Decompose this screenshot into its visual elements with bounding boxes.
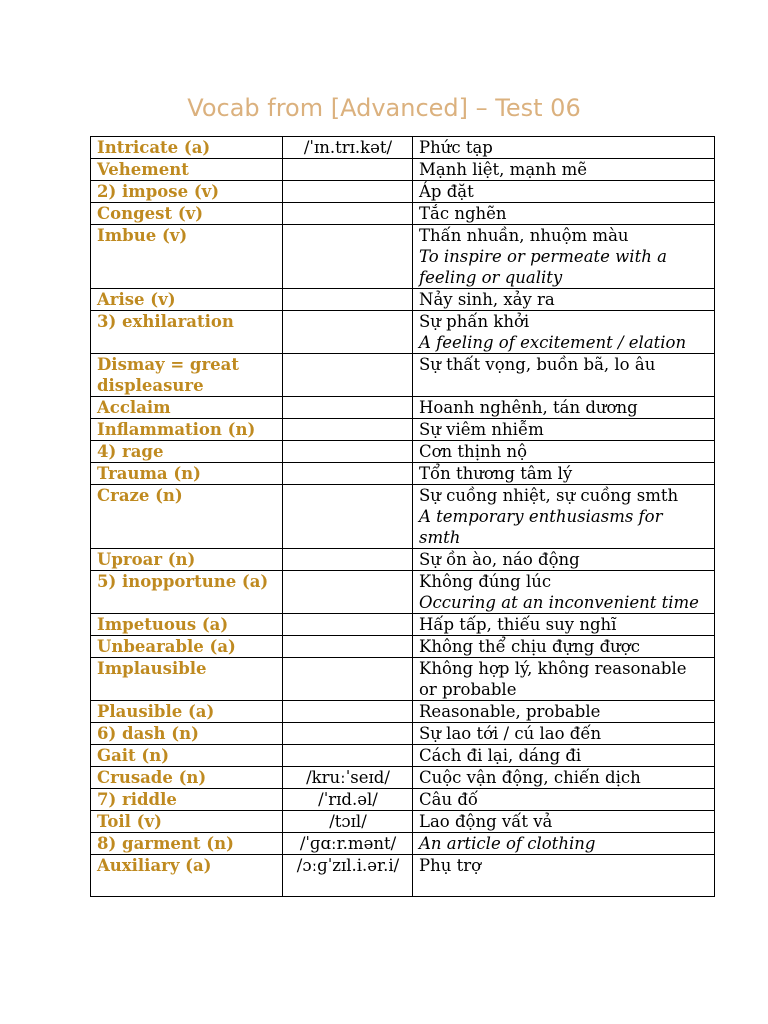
vocab-pronunciation (283, 745, 413, 767)
table-row (91, 289, 715, 311)
vocab-word: Auxiliary (a) (91, 855, 283, 897)
table-row (91, 441, 715, 463)
vocab-meaning-cell (413, 701, 715, 723)
vocab-meaning: Phụ trợ (419, 856, 482, 875)
vocab-meaning-cell (413, 855, 715, 897)
vocab-meaning: Câu đố (419, 790, 478, 809)
vocab-meaning: Cuộc vận động, chiến dịch (419, 768, 641, 787)
vocab-word: Uproar (n) (91, 549, 283, 571)
table-row (91, 767, 715, 789)
vocab-meaning: Sự ồn ào, náo động (419, 550, 580, 569)
vocab-meaning: Thấn nhuần, nhuộm màu (419, 226, 629, 245)
vocab-word: Inflammation (n) (91, 419, 283, 441)
table-row (91, 485, 715, 549)
table-row (91, 354, 715, 397)
vocab-meaning: Reasonable, probable (419, 702, 601, 721)
vocab-meaning: Nảy sinh, xảy ra (419, 290, 555, 309)
vocab-meaning-cell (413, 441, 715, 463)
vocab-meaning: Không hợp lý, không reasonable or probable (419, 659, 687, 699)
vocab-pronunciation (283, 289, 413, 311)
table-row (91, 225, 715, 289)
vocab-word: Intricate (a) (91, 137, 283, 159)
vocab-meaning-cell (413, 159, 715, 181)
vocab-pronunciation: /ɔːɡˈzɪl.i.ər.i/ (283, 855, 413, 897)
vocab-meaning: Không đúng lúc (419, 572, 552, 591)
vocab-definition: To inspire or permeate with a feeling or quality (419, 247, 667, 287)
vocab-word: Crusade (n) (91, 767, 283, 789)
vocab-pronunciation (283, 225, 413, 289)
vocab-meaning-cell (413, 225, 715, 289)
vocab-meaning: Hoanh nghênh, tán dương (419, 398, 638, 417)
vocab-pronunciation (283, 723, 413, 745)
vocab-pronunciation (283, 636, 413, 658)
vocab-meaning: Tắc nghẽn (419, 204, 507, 223)
vocab-meaning: Cách đi lại, dáng đi (419, 746, 582, 765)
vocab-pronunciation (283, 571, 413, 614)
vocab-word: Craze (n) (91, 485, 283, 549)
vocab-meaning: Áp đặt (419, 182, 474, 201)
vocab-meaning-cell (413, 203, 715, 225)
vocab-meaning-cell (413, 419, 715, 441)
vocab-pronunciation: /ˈɪn.trɪ.kət/ (283, 137, 413, 159)
table-row (91, 723, 715, 745)
table-row (91, 614, 715, 636)
table-row (91, 397, 715, 419)
vocab-pronunciation (283, 441, 413, 463)
vocab-definition: A feeling of excitement / elation (419, 333, 687, 352)
vocab-pronunciation (283, 463, 413, 485)
vocab-word: 7) riddle (91, 789, 283, 811)
vocab-pronunciation (283, 658, 413, 701)
vocab-word: Congest (v) (91, 203, 283, 225)
vocab-word: Toil (v) (91, 811, 283, 833)
vocab-meaning-cell (413, 571, 715, 614)
vocab-word: Plausible (a) (91, 701, 283, 723)
vocab-meaning: Sự cuồng nhiệt, sự cuồng smth (419, 486, 679, 505)
vocab-meaning-cell (413, 137, 715, 159)
vocab-word: 2) impose (v) (91, 181, 283, 203)
vocab-meaning: Phức tạp (419, 138, 493, 157)
vocab-pronunciation (283, 397, 413, 419)
vocab-table-body (91, 137, 715, 897)
vocab-meaning-cell (413, 614, 715, 636)
vocab-definition: Occuring at an inconvenient time (419, 593, 699, 612)
table-row (91, 419, 715, 441)
table-row (91, 636, 715, 658)
vocab-meaning-cell (413, 811, 715, 833)
vocab-pronunciation: /kruːˈseɪd/ (283, 767, 413, 789)
vocab-meaning-cell (413, 463, 715, 485)
vocab-definition: An article of clothing (419, 834, 596, 853)
vocab-word: Unbearable (a) (91, 636, 283, 658)
vocab-pronunciation (283, 181, 413, 203)
vocab-meaning: Cơn thịnh nộ (419, 442, 528, 461)
vocab-meaning-cell (413, 311, 715, 354)
vocab-pronunciation: /ˈɡɑːr.mənt/ (283, 833, 413, 855)
page-title: Vocab from [Advanced] – Test 06 (187, 94, 581, 122)
table-row (91, 137, 715, 159)
vocab-pronunciation (283, 203, 413, 225)
vocab-meaning: Tổn thương tâm lý (419, 464, 573, 483)
vocab-pronunciation (283, 701, 413, 723)
vocab-table (90, 136, 715, 897)
table-row (91, 549, 715, 571)
vocab-pronunciation (283, 419, 413, 441)
vocab-word: 5) inopportune (a) (91, 571, 283, 614)
vocab-pronunciation (283, 354, 413, 397)
table-row (91, 159, 715, 181)
vocab-meaning-cell (413, 833, 715, 855)
table-row (91, 311, 715, 354)
vocab-meaning: Không thể chịu đựng được (419, 637, 640, 656)
vocab-meaning-cell (413, 745, 715, 767)
table-row (91, 855, 715, 897)
vocab-word: Dismay = great displeasure (91, 354, 283, 397)
vocab-word: 3) exhilaration (91, 311, 283, 354)
vocab-word: 4) rage (91, 441, 283, 463)
vocab-meaning-cell (413, 181, 715, 203)
vocab-word: 6) dash (n) (91, 723, 283, 745)
vocab-meaning-cell (413, 789, 715, 811)
vocab-pronunciation: /ˈrɪd.əl/ (283, 789, 413, 811)
vocab-meaning: Sự thất vọng, buồn bã, lo âu (419, 355, 656, 374)
vocab-pronunciation (283, 159, 413, 181)
table-row (91, 811, 715, 833)
table-row (91, 701, 715, 723)
vocab-meaning-cell (413, 289, 715, 311)
table-row (91, 203, 715, 225)
vocab-meaning-cell (413, 485, 715, 549)
vocab-word: Arise (v) (91, 289, 283, 311)
vocab-word: Implausible (91, 658, 283, 701)
vocab-meaning: Hấp tấp, thiếu suy nghĩ (419, 615, 617, 634)
vocab-word: Trauma (n) (91, 463, 283, 485)
vocab-meaning: Sự lao tới / cú lao đến (419, 724, 602, 743)
vocab-word: Acclaim (91, 397, 283, 419)
vocab-pronunciation: /tɔɪl/ (283, 811, 413, 833)
vocab-pronunciation (283, 311, 413, 354)
vocab-meaning-cell (413, 658, 715, 701)
vocab-meaning-cell (413, 636, 715, 658)
vocab-definition: A temporary enthusiasms for smth (419, 507, 663, 547)
vocab-meaning: Sự viêm nhiễm (419, 420, 544, 439)
table-row (91, 463, 715, 485)
vocab-meaning-cell (413, 549, 715, 571)
table-row (91, 745, 715, 767)
vocab-meaning-cell (413, 723, 715, 745)
vocab-word: Vehement (91, 159, 283, 181)
vocab-meaning: Mạnh liệt, mạnh mẽ (419, 160, 588, 179)
vocab-word: Impetuous (a) (91, 614, 283, 636)
table-row (91, 571, 715, 614)
vocab-word: Gait (n) (91, 745, 283, 767)
vocab-meaning: Sự phấn khởi (419, 312, 530, 331)
table-row (91, 181, 715, 203)
vocab-pronunciation (283, 549, 413, 571)
vocab-meaning-cell (413, 767, 715, 789)
table-row (91, 833, 715, 855)
vocab-meaning: Lao động vất vả (419, 812, 553, 831)
table-row (91, 658, 715, 701)
vocab-pronunciation (283, 485, 413, 549)
vocab-meaning-cell (413, 354, 715, 397)
vocab-meaning-cell (413, 397, 715, 419)
vocab-pronunciation (283, 614, 413, 636)
vocab-word: 8) garment (n) (91, 833, 283, 855)
vocab-word: Imbue (v) (91, 225, 283, 289)
table-row (91, 789, 715, 811)
